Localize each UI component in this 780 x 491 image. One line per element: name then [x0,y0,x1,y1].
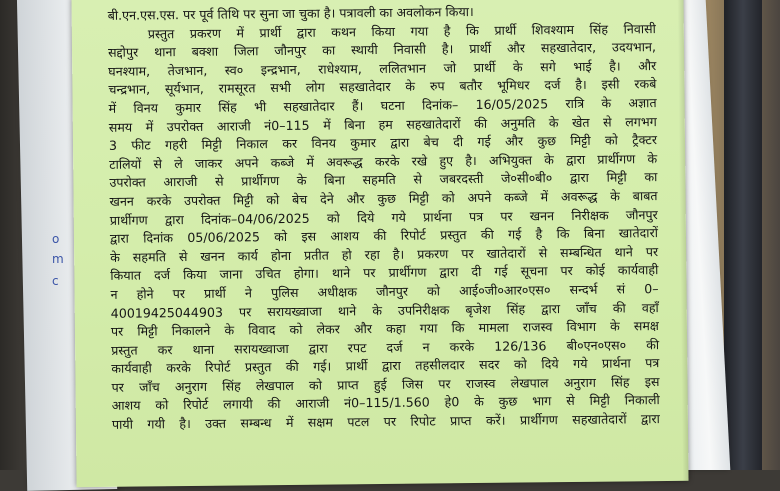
underlying-ink-mark: m [52,252,64,266]
document-line: कार्यवाही करके रिपोर्ट प्रस्तुत की गई। प्रार्थी द्वारा तहसीलदार सदर को दिये गये प्रार्थना पत्र [111,355,660,377]
document-line: आशय को रिपोर्ट लगायी की आराजी नं0–115/1.560 हे0 के कुछ भाग से मिट्टी निकाली [111,392,660,414]
document-line: चन्द्रभान, सूर्यभान, रामसूरत सभी लोग सहखातेदार के रुप बतौर भूमिधर दर्ज है। इसी रकबे [108,76,657,98]
document-line: 40019425044903 पर सरायख्वाजा थाने के उपनिरीक्षक बृजेश सिंह द्वारा जाँच की वहाँ [110,299,659,321]
document-line: सद्दोपुर थाना बक्शा जिला जौनपुर का स्थायी निवासी है। प्रार्थी और सहखातेदार, उदयभान, [107,39,657,61]
document-line: टालियों से ले जाकर अपने कब्जे में अवरूद्ध करके रखे हुए है। अभियुक्त के द्वारा प्रार्थीगण के [109,150,658,172]
document-line: में विनय कुमार सिंह भी सहखातेदार हैं। घटना दिनांक– 16/05/2025 रात्रि के अज्ञात [108,95,657,116]
document-line: पर मिट्टी निकालने के विवाद को लेकर और कहा गया कि मामला राजस्व विभाग के समक्ष [110,318,660,339]
document-line: प्रार्थीगण द्वारा दिनांक–04/06/2025 को दिये गये प्रार्थना पत्र पर खनन निरीक्षक जौनपुर [109,206,658,228]
document-line: समय में उपरोक्त आराजी नं0–115 में बिना हम सहखातेदारों की अनुमति के खेत से लगभग [108,113,657,135]
document-line: पर जाँच अनुराग सिंह लेखपाल को प्राप्त हुई जिस पर राजस्व लेखपाल अनुराग सिंह इस [111,373,660,395]
document-line: खनन करके उपरोक्त मिट्टी को बेच देने और कुछ मिट्टी को अपने कब्जे में अवरूद्ध के बाबत [109,188,658,209]
document-line: प्रस्तुत कर थाना सरायख्वाजा द्वारा रपट दर्ज न करके 126/136 बी०एन०एस० की [111,336,660,358]
underlying-ink-mark: o [52,232,60,246]
document-line: प्रस्तुत प्रकरण में प्रार्थी द्वारा कथन किया गया है कि प्रार्थी शिवश्याम सिंह निवासी [147,20,656,42]
document-line: के सहमति से खनन कार्य होना प्रतीत हो रहा है। प्रकरण पर खातेदारों से सम्बन्धित थाने पर [110,243,659,265]
document-line: द्वारा दिनांक 05/06/2025 को इस आशय की रिपोर्ट प्रस्तुत की गई है कि बिना खातेदारों [109,225,659,246]
document-line: 3 फीट गहरी मिट्टी निकाल कर विनय कुमार द्वारा बेच दी गई और कुछ मिट्टी को ट्रैक्टर [108,132,658,153]
document-line: कियात दर्ज किया जाना उचित होगा। थाने पर प्रार्थीगण द्वारा दी गई सूचना पर कोई कार्यवाही [110,262,659,284]
document-line: उपरोक्त आराजी से प्रार्थीगण के बिना सहमति से जबरदस्ती जे०सी०बी० द्वारा मिट्टी का [109,169,658,191]
background-dark-strip [724,0,762,470]
green-document-page [71,0,688,487]
underlying-ink-mark: c [52,274,59,288]
document-line: न होने पर प्रार्थी ने पुलिस अधीक्षक जौनपुर को आई०जी०आर०एस० सन्दर्भ सं 0– [110,280,659,302]
document-line: पायी गयी है। उक्त सम्बन्ध में सक्षम पटल पर रिपोट प्राप्त करें। प्रार्थीगण सहखातेदारों द्वारा [111,411,660,432]
document-line: बी.एन.एस.एस. पर पूर्व तिथि पर सुना जा चुका है। पत्रावली का अवलोकन किया। [107,4,474,23]
document-line: घनश्याम, तेजभान, स्व० इन्द्रभान, राधेश्याम, ललितभान जो प्रार्थी के सगे भाई है। और [108,57,657,79]
document-body [108,1,660,434]
